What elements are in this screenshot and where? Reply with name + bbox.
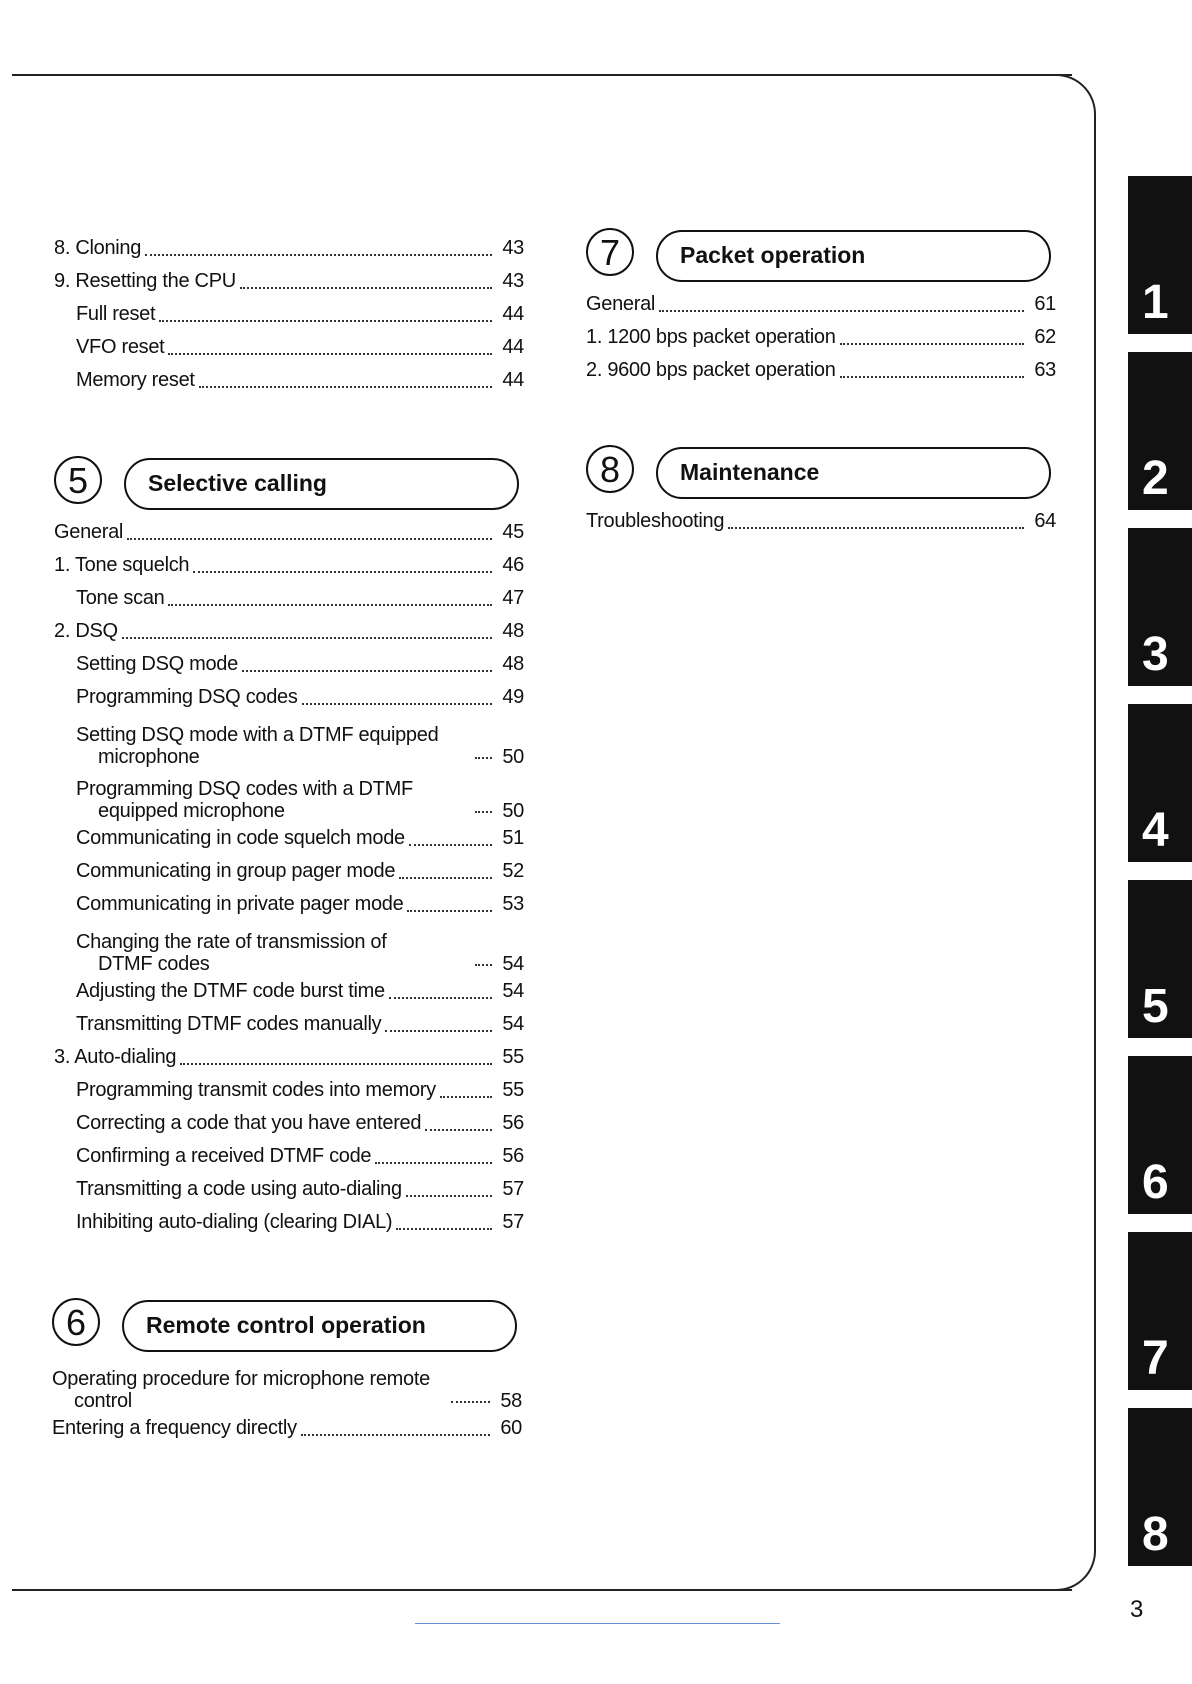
toc-entry: [54, 975, 524, 1008]
chapter-tab-6[interactable]: [1128, 1056, 1192, 1214]
toc-entry-label: General: [54, 521, 124, 543]
section-number: 7: [586, 228, 634, 276]
leader-dots: [145, 254, 492, 256]
toc-entry: [52, 1412, 522, 1445]
toc-entry-page: 43: [502, 270, 524, 292]
toc-entry: [54, 1107, 524, 1140]
leader-dots: [659, 310, 1024, 312]
toc-entry: [54, 615, 524, 648]
section-title: Packet operation: [656, 230, 1051, 282]
toc-entry-label: Tone scan: [76, 587, 165, 609]
toc-entry: [54, 888, 524, 921]
leader-dots: [199, 386, 492, 388]
toc-entry-label: Operating procedure for microphone remote control: [52, 1368, 430, 1412]
leader-dots: [475, 964, 492, 966]
toc-entry: [54, 516, 524, 549]
toc-entry: [54, 855, 524, 888]
toc-entry-page: 44: [502, 303, 524, 325]
leader-dots: [122, 637, 492, 639]
section-6-header: [52, 1298, 522, 1354]
chapter-tab-4[interactable]: [1128, 704, 1192, 862]
toc-entry-page: 49: [502, 686, 524, 708]
toc-entry-page: 55: [502, 1079, 524, 1101]
toc-entry-page: 45: [502, 521, 524, 543]
chapter-tab-8[interactable]: [1128, 1408, 1192, 1566]
top-rule: [12, 74, 1072, 76]
chapter-tab-2[interactable]: [1128, 352, 1192, 510]
chapter-tab-7[interactable]: [1128, 1232, 1192, 1390]
leader-dots: [375, 1162, 492, 1164]
toc-entry-label: Setting DSQ mode with a DTMF equipped microphone: [76, 724, 439, 768]
toc-entry-label: 2. DSQ: [54, 620, 118, 642]
chapter-tab-3[interactable]: [1128, 528, 1192, 686]
section-title: Selective calling: [124, 458, 519, 510]
toc-entry-page: 64: [1034, 510, 1056, 532]
toc-entry-label: Transmitting a code using auto-dialing: [76, 1178, 402, 1200]
toc-entry: [54, 582, 524, 615]
toc-entry-page: 63: [1034, 359, 1056, 381]
toc-entry-label: Full reset: [76, 303, 156, 325]
toc-entry: [586, 354, 1056, 387]
toc-entry: [54, 714, 524, 768]
section-number: 8: [586, 445, 634, 493]
toc-entry-page: 58: [500, 1390, 522, 1412]
toc-entry-page: 57: [502, 1211, 524, 1233]
toc-entry-label: 1. Tone squelch: [54, 554, 190, 576]
toc-entry-page: 57: [502, 1178, 524, 1200]
toc-entry: [54, 648, 524, 681]
toc-entry-label: Troubleshooting: [586, 510, 725, 532]
toc-entry-label: Adjusting the DTMF code burst time: [76, 980, 385, 1002]
toc-entry-page: 56: [502, 1112, 524, 1134]
page-frame-curve: [1050, 74, 1096, 1591]
toc-entry: [54, 822, 524, 855]
toc-entry: [586, 288, 1056, 321]
chapter-tab-label: 7: [1142, 1332, 1169, 1385]
toc-entry-label: 2. 9600 bps packet operation: [586, 359, 836, 381]
toc-entry-label: Programming DSQ codes with a DTMF equipped microphone: [76, 778, 413, 822]
toc-entry-page: 55: [502, 1046, 524, 1068]
toc-entry-label: Inhibiting auto-dialing (clearing DIAL): [76, 1211, 393, 1233]
toc-entry-label: Programming DSQ codes: [76, 686, 298, 708]
toc-entry: [54, 232, 524, 265]
leader-dots: [168, 353, 492, 355]
toc-entry: [54, 549, 524, 582]
section-8-entries: [586, 505, 1056, 538]
toc-entry: [54, 1173, 524, 1206]
toc-entry-label: Communicating in private pager mode: [76, 893, 404, 915]
left-top-list: [54, 232, 524, 397]
toc-entry: [54, 331, 524, 364]
toc-entry-page: 51: [502, 827, 524, 849]
leader-dots: [840, 343, 1024, 345]
chapter-tab-label: 8: [1142, 1508, 1169, 1561]
section-title: Maintenance: [656, 447, 1051, 499]
section-8-header: [586, 445, 1056, 501]
chapter-tab-label: 5: [1142, 980, 1169, 1033]
toc-entry-label: Communicating in code squelch mode: [76, 827, 405, 849]
toc-entry-page: 47: [502, 587, 524, 609]
toc-entry-page: 48: [502, 620, 524, 642]
toc-entry-page: 62: [1034, 326, 1056, 348]
toc-entry-page: 44: [502, 369, 524, 391]
toc-entry-label: Memory reset: [76, 369, 195, 391]
footer-blue-line: [415, 1623, 780, 1624]
section-7-entries: [586, 288, 1056, 387]
toc-entry: [586, 505, 1056, 538]
toc-entry-page: 61: [1034, 293, 1056, 315]
toc-entry-page: 46: [502, 554, 524, 576]
toc-entry: [54, 298, 524, 331]
toc-entry: [586, 321, 1056, 354]
toc-entry: [54, 1041, 524, 1074]
page-number: 3: [1130, 1596, 1144, 1623]
toc-entry: [54, 1206, 524, 1239]
toc-entry: [54, 1140, 524, 1173]
toc-entry: [54, 681, 524, 714]
leader-dots: [193, 571, 492, 573]
toc-entry-page: 48: [502, 653, 524, 675]
chapter-tabs: [1128, 176, 1192, 1584]
leader-dots: [840, 376, 1024, 378]
toc-entry-page: 43: [502, 237, 524, 259]
leader-dots: [425, 1129, 492, 1131]
section-6: [52, 1298, 522, 1445]
toc-entry-label: Entering a frequency directly: [52, 1417, 297, 1439]
leader-dots: [302, 703, 492, 705]
toc-entry-page: 44: [502, 336, 524, 358]
toc-entry-page: 50: [502, 746, 524, 768]
section-number: 6: [52, 1298, 100, 1346]
section-6-entries: [52, 1358, 522, 1445]
toc-entry-label: Confirming a received DTMF code: [76, 1145, 372, 1167]
leader-dots: [180, 1063, 492, 1065]
toc-entry-label: 9. Resetting the CPU: [54, 270, 236, 292]
leader-dots: [240, 287, 492, 289]
section-8: [586, 445, 1056, 538]
leader-dots: [127, 538, 492, 540]
toc-entry-page: 50: [502, 800, 524, 822]
leader-dots: [409, 844, 492, 846]
leader-dots: [475, 757, 492, 759]
leader-dots: [168, 604, 492, 606]
leader-dots: [385, 1030, 492, 1032]
leader-dots: [301, 1434, 490, 1436]
leader-dots: [475, 811, 492, 813]
leader-dots: [407, 910, 492, 912]
toc-entry-label: Correcting a code that you have entered: [76, 1112, 422, 1134]
chapter-tab-label: 2: [1142, 452, 1169, 505]
toc-entry-label: Programming transmit codes into memory: [76, 1079, 436, 1101]
section-5-entries: [54, 516, 524, 1239]
toc-entry-label: Changing the rate of transmission of DTMF codes: [76, 931, 387, 975]
bottom-rule: [12, 1589, 1072, 1591]
toc-entry-label: 3. Auto-dialing: [54, 1046, 177, 1068]
chapter-tab-label: 1: [1142, 276, 1169, 329]
toc-entry: [54, 921, 524, 975]
leader-dots: [396, 1228, 492, 1230]
toc-entry-page: 56: [502, 1145, 524, 1167]
leader-dots: [242, 670, 492, 672]
toc-entry-page: 60: [500, 1417, 522, 1439]
leader-dots: [440, 1096, 492, 1098]
section-7: [586, 228, 1056, 387]
section-5: [54, 456, 524, 1239]
chapter-tab-5[interactable]: [1128, 880, 1192, 1038]
section-title: Remote control operation: [122, 1300, 517, 1352]
toc-entry-page: 54: [502, 953, 524, 975]
toc-entry: [54, 1008, 524, 1041]
toc-entry-label: General: [586, 293, 656, 315]
section-7-header: [586, 228, 1056, 284]
toc-entry-label: Communicating in group pager mode: [76, 860, 396, 882]
toc-entry-label: Setting DSQ mode: [76, 653, 238, 675]
toc-entry: [54, 1074, 524, 1107]
toc-entry-page: 54: [502, 980, 524, 1002]
chapter-tab-label: 3: [1142, 628, 1169, 681]
leader-dots: [389, 997, 492, 999]
toc-entry-label: VFO reset: [76, 336, 165, 358]
toc-entry-page: 52: [502, 860, 524, 882]
toc-entry: [54, 364, 524, 397]
chapter-tab-label: 4: [1142, 804, 1169, 857]
leader-dots: [728, 527, 1024, 529]
toc-entry: [52, 1358, 522, 1412]
leader-dots: [399, 877, 492, 879]
chapter-tab-1[interactable]: [1128, 176, 1192, 334]
toc-entry: [54, 768, 524, 822]
section-5-header: [54, 456, 524, 512]
toc-entry-label: 1. 1200 bps packet operation: [586, 326, 836, 348]
leader-dots: [159, 320, 492, 322]
toc-entry-page: 54: [502, 1013, 524, 1035]
toc-entry-label: Transmitting DTMF codes manually: [76, 1013, 382, 1035]
toc-entry-page: 53: [502, 893, 524, 915]
leader-dots: [406, 1195, 492, 1197]
section-number: 5: [54, 456, 102, 504]
chapter-tab-label: 6: [1142, 1156, 1169, 1209]
toc-entry: [54, 265, 524, 298]
toc-entry-label: 8. Cloning: [54, 237, 142, 259]
leader-dots: [451, 1401, 490, 1403]
